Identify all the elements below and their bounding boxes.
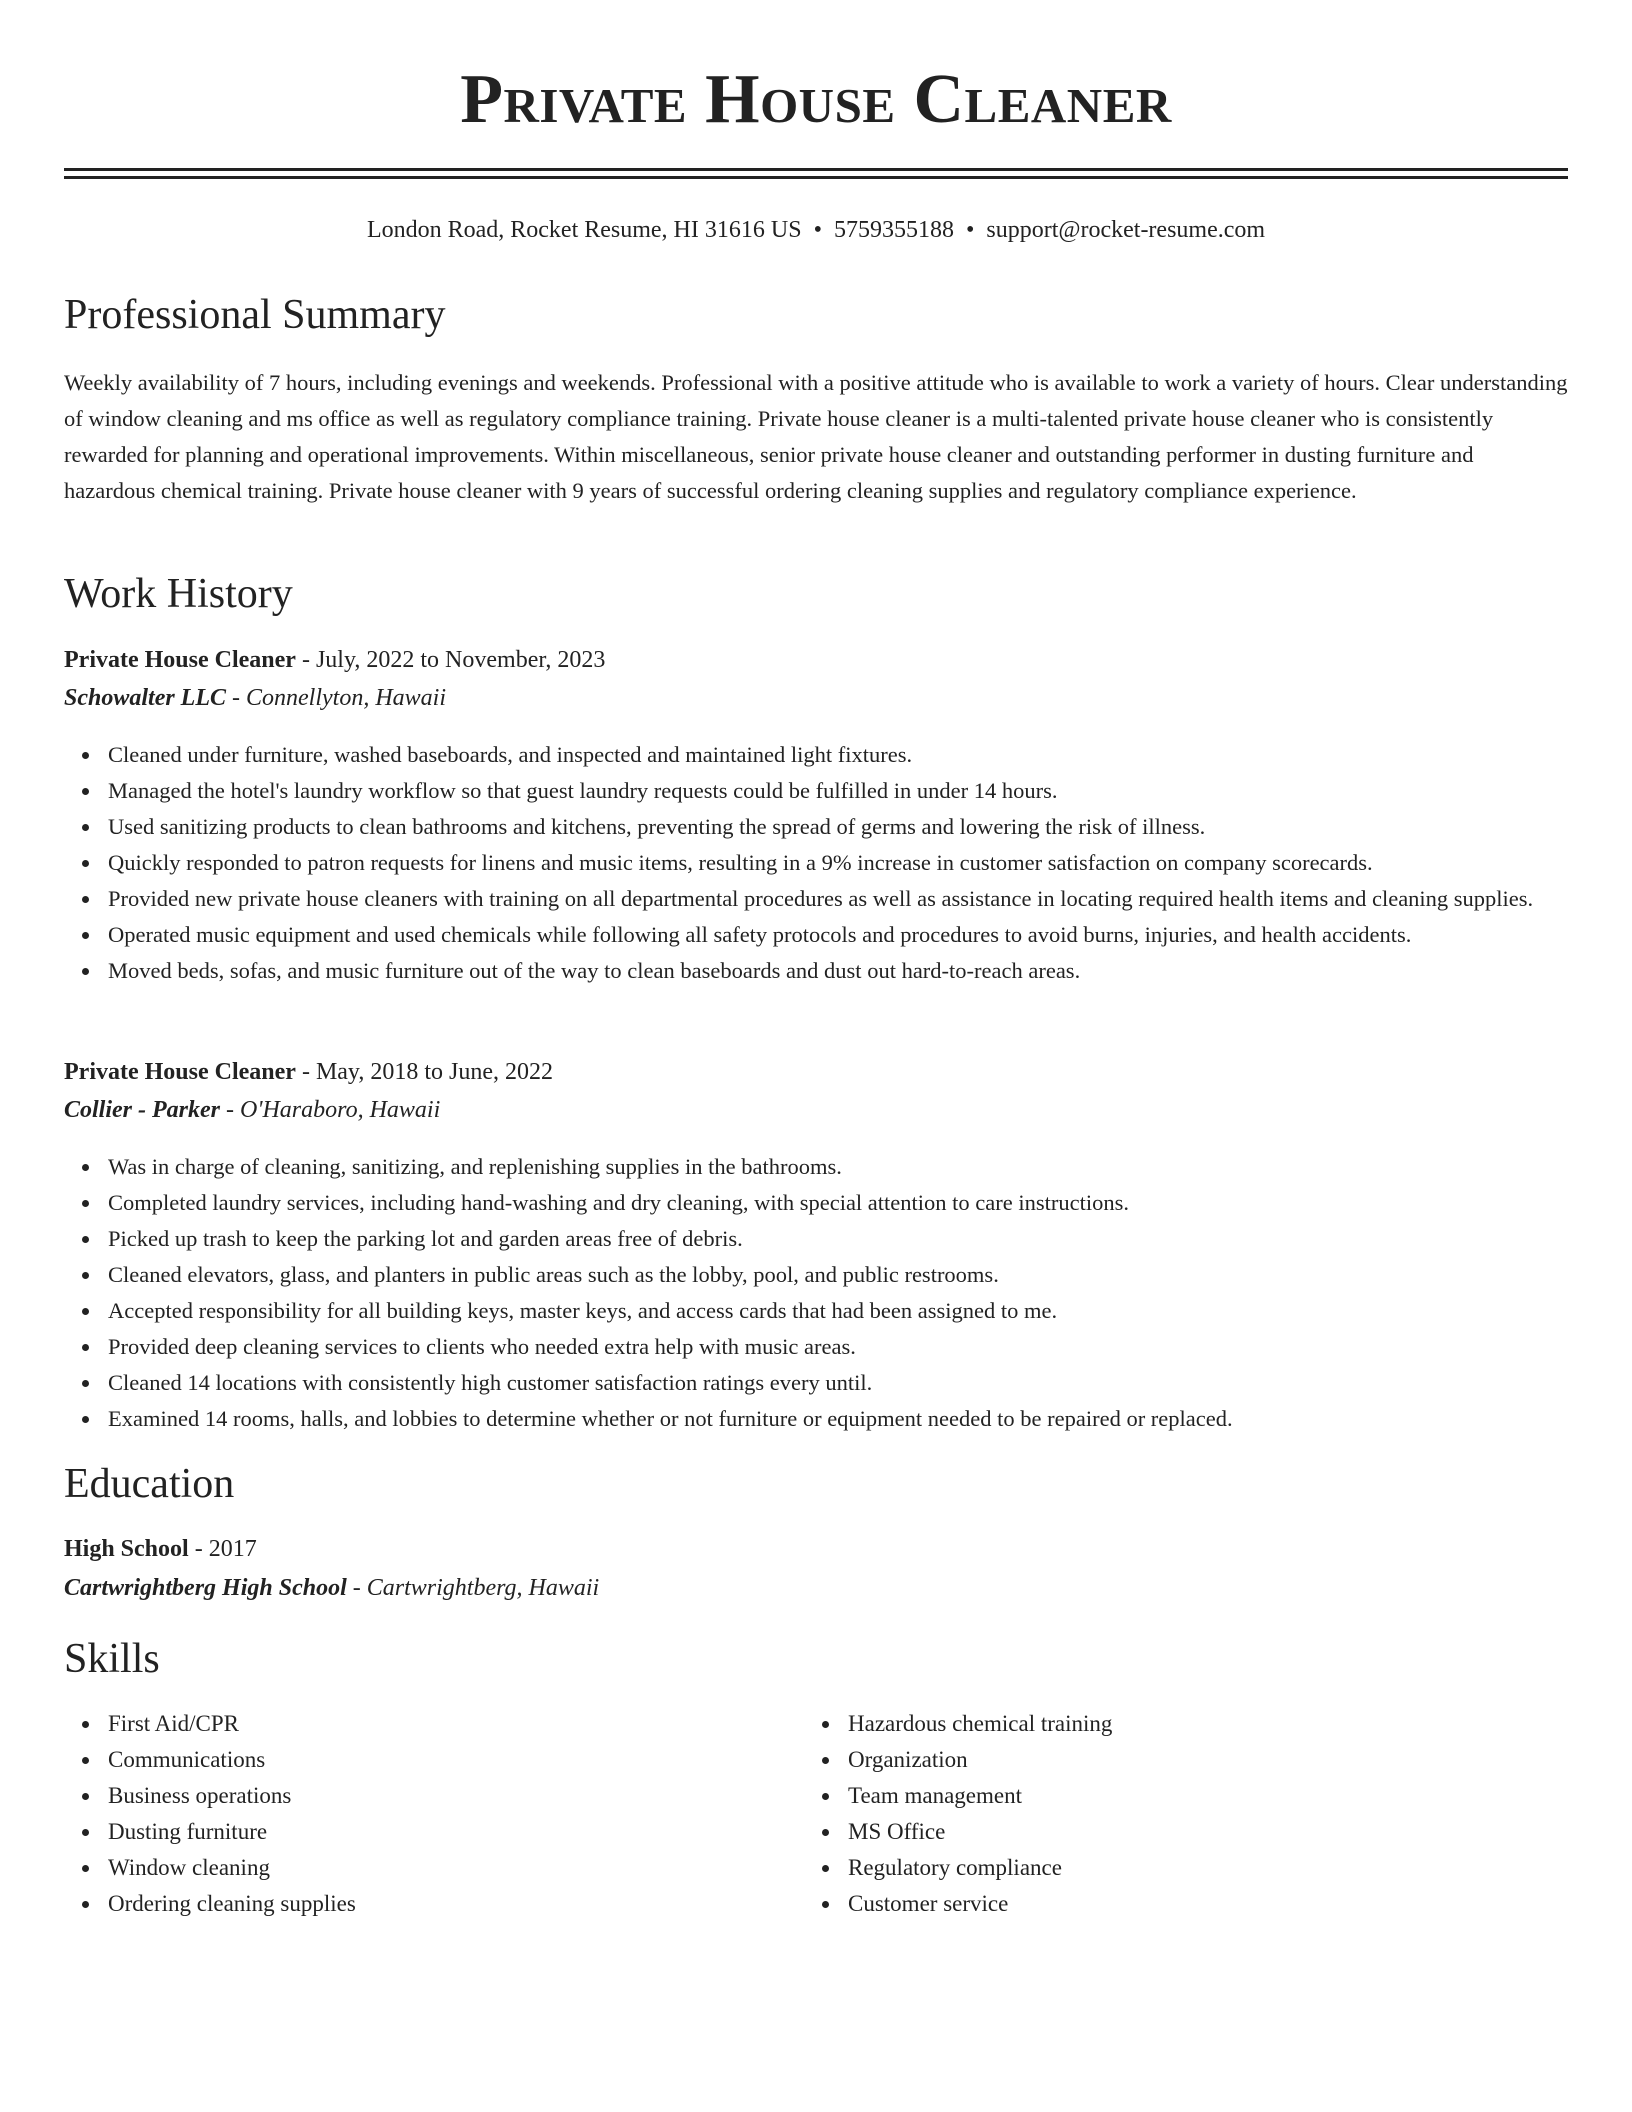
education-degree: High School xyxy=(64,1536,189,1562)
skill-item: Customer service xyxy=(804,1886,1504,1922)
skill-item: Hazardous chemical training xyxy=(804,1706,1504,1742)
summary-heading: Professional Summary xyxy=(64,292,446,338)
skill-item: First Aid/CPR xyxy=(64,1706,764,1742)
education-heading: Education xyxy=(64,1461,235,1507)
list-item: Cleaned elevators, glass, and planters in public areas such as the lobby, pool, and public restrooms. xyxy=(64,1257,1568,1293)
skills-list-left xyxy=(64,1706,764,1922)
job-title-line: Private House Cleaner - May, 2018 to June, 2022 xyxy=(64,1059,554,1085)
contact-line xyxy=(64,214,1568,246)
job-company-line: Collier - Parker - O'Haraboro, Hawaii xyxy=(64,1097,441,1123)
job-location: O'Haraboro, Hawaii xyxy=(240,1097,441,1123)
contact-email: support@rocket-resume.com xyxy=(986,217,1266,243)
list-item: Was in charge of cleaning, sanitizing, and replenishing supplies in the bathrooms. xyxy=(64,1149,1568,1185)
job-bullets xyxy=(64,737,1568,989)
education-school-line: Cartwrightberg High School - Cartwrightberg, Hawaii xyxy=(64,1575,600,1601)
list-item: Provided deep cleaning services to clients who needed extra help with music areas. xyxy=(64,1329,1568,1365)
job-bullets xyxy=(64,1149,1568,1437)
education-degree-line: High School - 2017 xyxy=(64,1536,257,1562)
job-company: Collier - Parker xyxy=(64,1097,220,1123)
list-item: Cleaned under furniture, washed baseboards, and inspected and maintained light fixtures. xyxy=(64,737,1568,773)
job-title: Private House Cleaner xyxy=(64,1059,296,1085)
job-company: Schowalter LLC xyxy=(64,685,227,711)
job-title: Private House Cleaner xyxy=(64,647,296,673)
contact-separator: • xyxy=(813,217,822,243)
list-item: Examined 14 rooms, halls, and lobbies to determine whether or not furniture or equipment needed to be repaired or replaced. xyxy=(64,1401,1568,1437)
work-history-heading: Work History xyxy=(64,571,293,617)
resume-title: Private House Cleaner xyxy=(460,61,1172,138)
list-item: Completed laundry services, including hand-washing and dry cleaning, with special attention to care instructions. xyxy=(64,1185,1568,1221)
summary-text: Weekly availability of 7 hours, including evenings and weekends. Professional with a positive attitude who is available to work a variety of hours. Clear understanding of window cleaning and ms office as well as regulatory compliance training. Private house cleaner is a multi-talented private house cleaner who is consistently rewarded for planning and operational improvements. Within miscellaneous, senior private house cleaner and outstanding performer in dusting furniture and hazardous chemical training. Private house cleaner with 9 years of successful ordering cleaning supplies and regulatory compliance experience. xyxy=(64,370,1568,503)
contact-separator: • xyxy=(965,217,975,243)
job-dates: May, 2018 to June, 2022 xyxy=(315,1059,554,1085)
job-dates: July, 2022 to November, 2023 xyxy=(315,647,606,673)
skill-item: Business operations xyxy=(64,1778,764,1814)
title-divider-top xyxy=(64,168,1568,171)
contact-phone: 5759355188 xyxy=(833,217,954,243)
skill-item: Ordering cleaning supplies xyxy=(64,1886,764,1922)
list-item: Cleaned 14 locations with consistently high customer satisfaction ratings every until. xyxy=(64,1365,1568,1401)
skill-item: Regulatory compliance xyxy=(804,1850,1504,1886)
title-divider-bottom xyxy=(64,176,1568,179)
list-item: Accepted responsibility for all building keys, master keys, and access cards that had been assigned to me. xyxy=(64,1293,1568,1329)
skill-item: Communications xyxy=(64,1742,764,1778)
list-item: Operated music equipment and used chemicals while following all safety protocols and procedures to avoid burns, injuries, and health accidents. xyxy=(64,917,1568,953)
job-title-line: Private House Cleaner - July, 2022 to November, 2023 xyxy=(64,647,606,673)
skill-item: Dusting furniture xyxy=(64,1814,764,1850)
list-item: Managed the hotel's laundry workflow so that guest laundry requests could be fulfilled in under 14 hours. xyxy=(64,773,1568,809)
job-location: Connellyton, Hawaii xyxy=(246,685,447,711)
skill-item: MS Office xyxy=(804,1814,1504,1850)
skill-item: Team management xyxy=(804,1778,1504,1814)
education-school: Cartwrightberg High School xyxy=(64,1575,347,1601)
list-item: Moved beds, sofas, and music furniture out of the way to clean baseboards and dust out hard-to-reach areas. xyxy=(64,953,1568,989)
contact-address: London Road, Rocket Resume, HI 31616 US xyxy=(366,217,802,243)
skill-item: Window cleaning xyxy=(64,1850,764,1886)
skills-heading: Skills xyxy=(64,1636,160,1682)
list-item: Provided new private house cleaners with training on all departmental procedures as well as assistance in locating required health items and cleaning supplies. xyxy=(64,881,1568,917)
list-item: Quickly responded to patron requests for linens and music items, resulting in a 9% increase in customer satisfaction on company scorecards. xyxy=(64,845,1568,881)
skills-list-right xyxy=(804,1706,1504,1922)
list-item: Used sanitizing products to clean bathrooms and kitchens, preventing the spread of germs and lowering the risk of illness. xyxy=(64,809,1568,845)
education-location: Cartwrightberg, Hawaii xyxy=(366,1575,600,1601)
education-year: 2017 xyxy=(208,1536,257,1562)
list-item: Picked up trash to keep the parking lot and garden areas free of debris. xyxy=(64,1221,1568,1257)
skill-item: Organization xyxy=(804,1742,1504,1778)
job-company-line: Schowalter LLC - Connellyton, Hawaii xyxy=(64,685,447,711)
